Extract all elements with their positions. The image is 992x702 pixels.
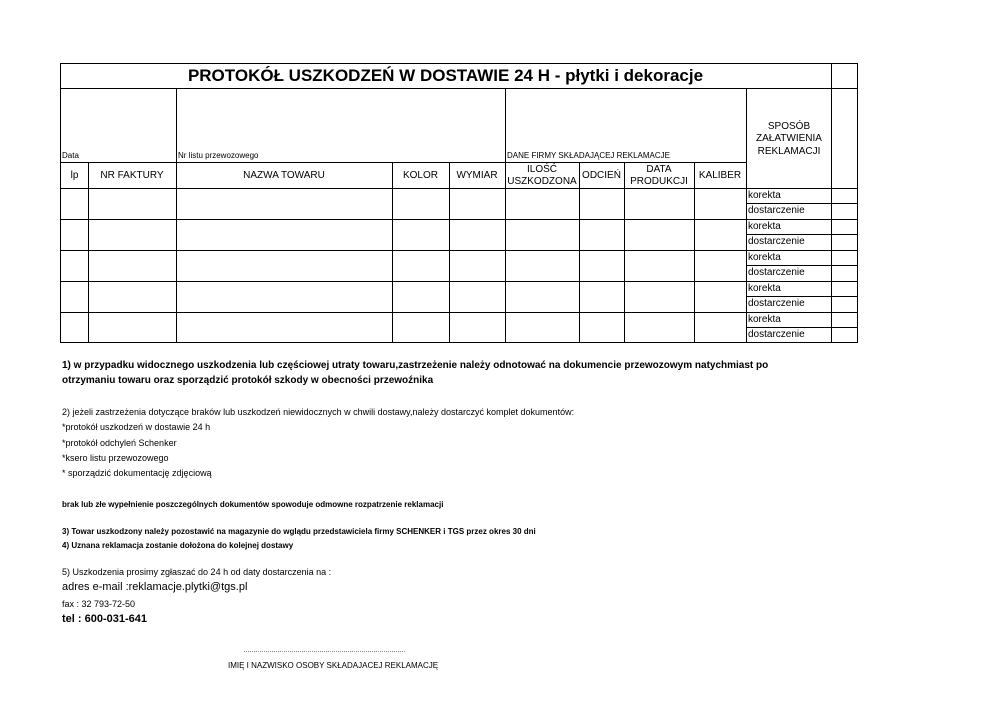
column-size: WYMIAR bbox=[456, 170, 498, 181]
column-shade: ODCIEŃ bbox=[582, 170, 621, 181]
option-correction: korekta bbox=[748, 314, 781, 325]
option-correction: korekta bbox=[748, 283, 781, 294]
incomplete-documents-warning: brak lub złe wypełnienie poszczególnych dokumentów spowoduje odmowne rozpatrzenie reklamacji bbox=[62, 500, 444, 509]
document-bullet: * sporządzić dokumentację zdjęciową bbox=[62, 468, 212, 478]
header-resolution-method-3: REKLAMACJI bbox=[757, 146, 821, 157]
document-title: PROTOKÓŁ USZKODZEŃ W DOSTAWIE 24 H - płytki i dekoracje bbox=[187, 66, 704, 85]
header-resolution-method-1: SPOSÓB bbox=[767, 121, 811, 132]
label-company-data: DANE FIRMY SKŁADAJĄCEJ REKLAMACJE bbox=[507, 151, 671, 160]
column-lp: lp bbox=[70, 170, 79, 181]
note-2: 2) jeżeli zastrzeżenia dotyczące braków lub uszkodzeń niewidocznych w chwili dostawy,należy dostarczyć komplet dokumentów: bbox=[62, 407, 575, 417]
note-1-line-1: 1) w przypadku widocznego uszkodzenia lub częściowej utraty towaru,zastrzeżenie należy odnotować na dokumencie przewozowym natychmiast po bbox=[62, 360, 769, 371]
option-delivery: dostarczenie bbox=[748, 329, 805, 340]
header-resolution-method-2: ZAŁATWIENIA bbox=[756, 133, 822, 144]
document-bullet: *protokół odchyleń Schenker bbox=[62, 438, 177, 448]
contact-email: adres e-mail :reklamacje.plytki@tgs.pl bbox=[62, 581, 248, 593]
option-delivery: dostarczenie bbox=[748, 205, 805, 216]
note-4: 4) Uznana reklamacja zostanie dołożona do kolejnej dostawy bbox=[62, 541, 294, 550]
signature-line: ……………………………………………………………………… bbox=[243, 647, 405, 654]
document-bullet: *protokół uszkodzeń w dostawie 24 h bbox=[62, 422, 211, 432]
column-production-date-2: PRODUKCJI bbox=[630, 176, 688, 187]
option-correction: korekta bbox=[748, 252, 781, 263]
note-3: 3) Towar uszkodzony należy pozostawić na magazynie do wglądu przedstawiciela firmy SCHENKER i TGS przez okres 30 dni bbox=[62, 527, 536, 536]
option-delivery: dostarczenie bbox=[748, 236, 805, 247]
column-color: KOLOR bbox=[402, 170, 438, 181]
note-1-line-2: otrzymaniu towaru oraz sporządzić protokół szkody w obecności przewoźnika bbox=[62, 375, 434, 386]
note-5: 5) Uszkodzenia prosimy zgłaszać do 24 h od daty dostarczenia na : bbox=[62, 567, 332, 577]
option-delivery: dostarczenie bbox=[748, 267, 805, 278]
option-correction: korekta bbox=[748, 190, 781, 201]
column-damaged-qty-2: USZKODZONA bbox=[507, 176, 577, 187]
contact-fax: fax : 32 793-72-50 bbox=[62, 599, 136, 609]
column-caliber: KALIBER bbox=[698, 170, 742, 181]
document-bullet: *ksero listu przewozowego bbox=[62, 453, 169, 463]
label-date: Data bbox=[62, 151, 79, 160]
column-invoice-number: NR FAKTURY bbox=[100, 170, 164, 181]
column-product-name: NAZWA TOWARU bbox=[243, 170, 325, 181]
option-delivery: dostarczenie bbox=[748, 298, 805, 309]
contact-phone: tel : 600-031-641 bbox=[62, 613, 147, 625]
label-waybill-number: Nr listu przewozowego bbox=[178, 151, 259, 160]
column-production-date-1: DATA bbox=[646, 164, 672, 175]
option-correction: korekta bbox=[748, 221, 781, 232]
column-damaged-qty-1: ILOŚĆ bbox=[526, 164, 557, 175]
signature-label: IMIĘ I NAZWISKO OSOBY SKŁADAJACEJ REKLAMACJĘ bbox=[228, 661, 439, 670]
